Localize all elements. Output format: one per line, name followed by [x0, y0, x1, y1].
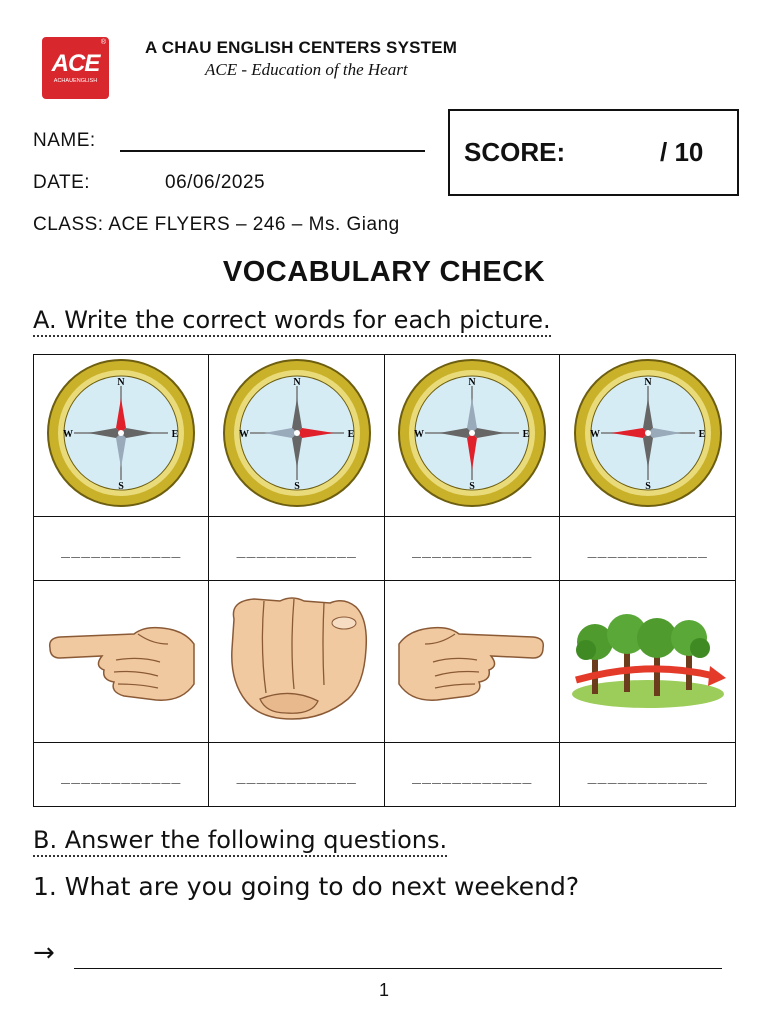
score-box: [448, 109, 739, 196]
question-1: 1. What are you going to do next weekend?: [33, 872, 580, 901]
organization-name: A CHAU ENGLISH CENTERS SYSTEM: [145, 38, 458, 57]
answer-blank[interactable]: ____________: [34, 743, 209, 807]
picture-cell: [384, 581, 559, 743]
answer-line[interactable]: [74, 968, 722, 969]
date-value: 06/06/2025: [165, 172, 266, 193]
picture-cell: [560, 581, 736, 743]
arrow-icon: →: [33, 938, 55, 968]
compass-west-icon: [571, 358, 725, 508]
compass-s-label: S: [118, 481, 125, 492]
answer-blank[interactable]: ____________: [34, 517, 209, 581]
picture-cell: [209, 355, 384, 517]
answer-blank[interactable]: ____________: [209, 743, 384, 807]
answer-blank[interactable]: ____________: [560, 743, 736, 807]
compass-e-label: E: [522, 429, 530, 440]
score-total: / 10: [660, 137, 704, 167]
picture-cell: [34, 581, 209, 743]
registered-mark: ®: [100, 39, 106, 46]
hand-pointing-forward-icon: [220, 589, 374, 729]
compass-w-label: W: [589, 429, 600, 440]
answer-blank[interactable]: ____________: [384, 743, 559, 807]
picture-cell: [560, 355, 736, 517]
hand-pointing-left-icon: [44, 604, 198, 714]
compass-n-label: N: [468, 377, 476, 388]
answer-blank[interactable]: ____________: [560, 517, 736, 581]
compass-w-label: W: [414, 429, 425, 440]
compass-north-icon: [44, 358, 198, 508]
logo-subtext: ACHAUENGLISH: [53, 78, 98, 84]
compass-s-label: S: [469, 481, 475, 492]
organization-motto: ACE - Education of the Heart: [205, 60, 408, 79]
picture-cell: [209, 581, 384, 743]
compass-east-icon: [220, 358, 374, 508]
picture-cell: [34, 355, 209, 517]
compass-w-label: W: [63, 429, 74, 440]
compass-s-label: S: [293, 481, 300, 492]
compass-n-label: N: [117, 377, 125, 388]
class-info: CLASS: ACE FLYERS – 246 – Ms. Giang: [33, 214, 400, 235]
score-label: SCORE:: [464, 137, 566, 167]
compass-south-icon: [395, 358, 549, 508]
section-b-heading: B. Answer the following questions.: [33, 827, 447, 857]
compass-w-label: W: [238, 429, 249, 440]
logo-text: ACE: [51, 50, 100, 77]
compass-e-label: E: [171, 429, 179, 440]
section-a-heading: A. Write the correct words for each picture.: [33, 307, 551, 337]
trees-through-arrow-icon: [568, 604, 728, 714]
answer-blank[interactable]: ____________: [384, 517, 559, 581]
vocabulary-grid: [33, 354, 736, 807]
page-number: 1: [378, 980, 389, 1000]
answer-blank[interactable]: ____________: [209, 517, 384, 581]
picture-cell: [384, 355, 559, 517]
name-field-line[interactable]: [120, 150, 425, 152]
ace-logo: [42, 37, 109, 99]
compass-e-label: E: [347, 429, 355, 440]
compass-s-label: S: [644, 481, 651, 492]
compass-n-label: N: [644, 377, 652, 388]
compass-n-label: N: [293, 377, 301, 388]
compass-e-label: E: [698, 429, 706, 440]
page-title: VOCABULARY CHECK: [222, 256, 546, 288]
name-label: NAME:: [33, 130, 96, 151]
hand-pointing-right-icon: [395, 604, 549, 714]
date-label: DATE:: [33, 172, 91, 193]
